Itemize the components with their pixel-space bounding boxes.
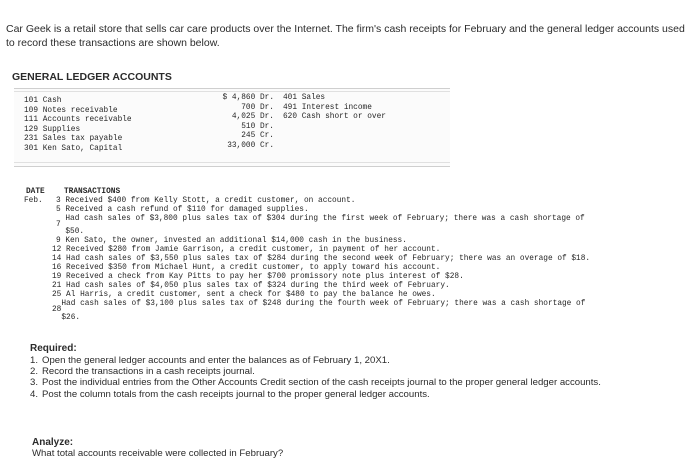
required-item (30, 355, 670, 366)
required-item-text: Post the column totals from the cash receipts journal to the proper general ledger accounts. (42, 388, 430, 400)
ledger-account-list (24, 97, 132, 155)
required-item-text: Post the individual entries from the Other Accounts Credit section of the cash receipts journal to the proper general ledger accounts. (42, 377, 601, 389)
transaction-row: 25 Al Harris, a credit customer, sent a check for $480 to pay the balance he owes. (52, 291, 436, 299)
ledger-balance: 245 Cr. (241, 132, 274, 141)
ledger-top-rule (14, 91, 450, 92)
transaction-row: 19 Received a check from Kay Pitts to pay her $700 promissory note plus interest of $28. (52, 273, 464, 281)
month-label: Feb. (24, 197, 43, 205)
analyze-title: Analyze: (32, 437, 74, 448)
ledger-account: 111 Accounts receivable (24, 116, 132, 125)
transactions-header: TRANSACTIONS (64, 188, 121, 196)
transaction-row: 5 Received a cash refund of $110 for damaged supplies. (56, 206, 309, 214)
transaction-row: Had cash sales of $3,100 plus sales tax of $248 during the fourth week of February; there was a cash shortage of (52, 300, 586, 308)
required-item (30, 377, 670, 388)
ledger-balance: $ 4,860 Dr. (222, 94, 274, 102)
ledger-account: 491 Interest income (283, 103, 372, 112)
analyze-question: What total accounts receivable were collected in February? (32, 448, 284, 459)
required-item-number: 3. (30, 377, 39, 389)
date-header: DATE (26, 188, 45, 196)
ledger-balance-list (200, 94, 274, 152)
ledger-account: 301 Ken Sato, Capital (24, 144, 123, 153)
transaction-row: 14 Had cash sales of $3,550 plus sales tax of $284 during the second week of February; there was an overage of $18. (52, 255, 591, 263)
ledger-account: 620 Cash short or over (283, 113, 386, 122)
ledger-account: 101 Cash (24, 97, 62, 105)
transaction-row: 7 (56, 221, 61, 229)
transaction-row: $26. (52, 314, 81, 322)
transaction-row: 21 Had cash sales of $4,050 plus sales tax of $324 during the third week of February. (52, 282, 450, 290)
ledger-account: 231 Sales tax payable (24, 135, 123, 144)
required-item-text: Record the transactions in a cash receipts journal. (42, 366, 255, 378)
ledger-account: 401 Sales (283, 94, 326, 102)
required-item-text: Open the general ledger accounts and enter the balances as of February 1, 20X1. (42, 355, 390, 366)
ledger-account: 109 Notes receivable (24, 106, 118, 115)
required-item-number: 4. (30, 388, 39, 400)
transaction-row: 9 Ken Sato, the owner, invested an additional $14,000 cash in the business. (56, 237, 407, 245)
ledger-balance: 4,025 Dr. (231, 113, 274, 122)
ledger-balance: 510 Dr. (241, 122, 274, 131)
problem-intro: Car Geek is a retail store that sells car care products over the Internet. The firm's cash receipts for February and the general ledger accounts used to record these transactions are shown below. (6, 23, 685, 49)
transaction-row: $50. (56, 228, 85, 236)
transaction-row: 28 (52, 306, 62, 314)
transaction-row: 16 Received $350 from Michael Hunt, a credit customer, to apply toward his account. (52, 264, 441, 272)
required-item-number: 1. (30, 355, 39, 366)
ledger-account-list-2 (283, 94, 386, 123)
required-item (30, 366, 670, 377)
ledger-balance: 33,000 Cr. (227, 141, 274, 150)
ledger-bottom-rule (14, 162, 450, 163)
required-item (30, 389, 670, 400)
transaction-row: 12 Received $280 from Jamie Garrison, a credit customer, in payment of her account. (52, 246, 441, 254)
transaction-row: Had cash sales of $3,800 plus sales tax of $304 during the first week of February; there was a cash shortage of (56, 215, 585, 223)
required-item-number: 2. (30, 366, 39, 378)
ledger-account: 129 Supplies (24, 125, 81, 134)
transaction-row: 3 Received $400 from Kelly Stott, a credit customer, on account. (56, 197, 356, 205)
ledger-title: GENERAL LEDGER ACCOUNTS (12, 71, 172, 83)
ledger-balance: 700 Dr. (241, 103, 274, 112)
required-list (30, 355, 670, 400)
required-title: Required: (30, 343, 77, 354)
